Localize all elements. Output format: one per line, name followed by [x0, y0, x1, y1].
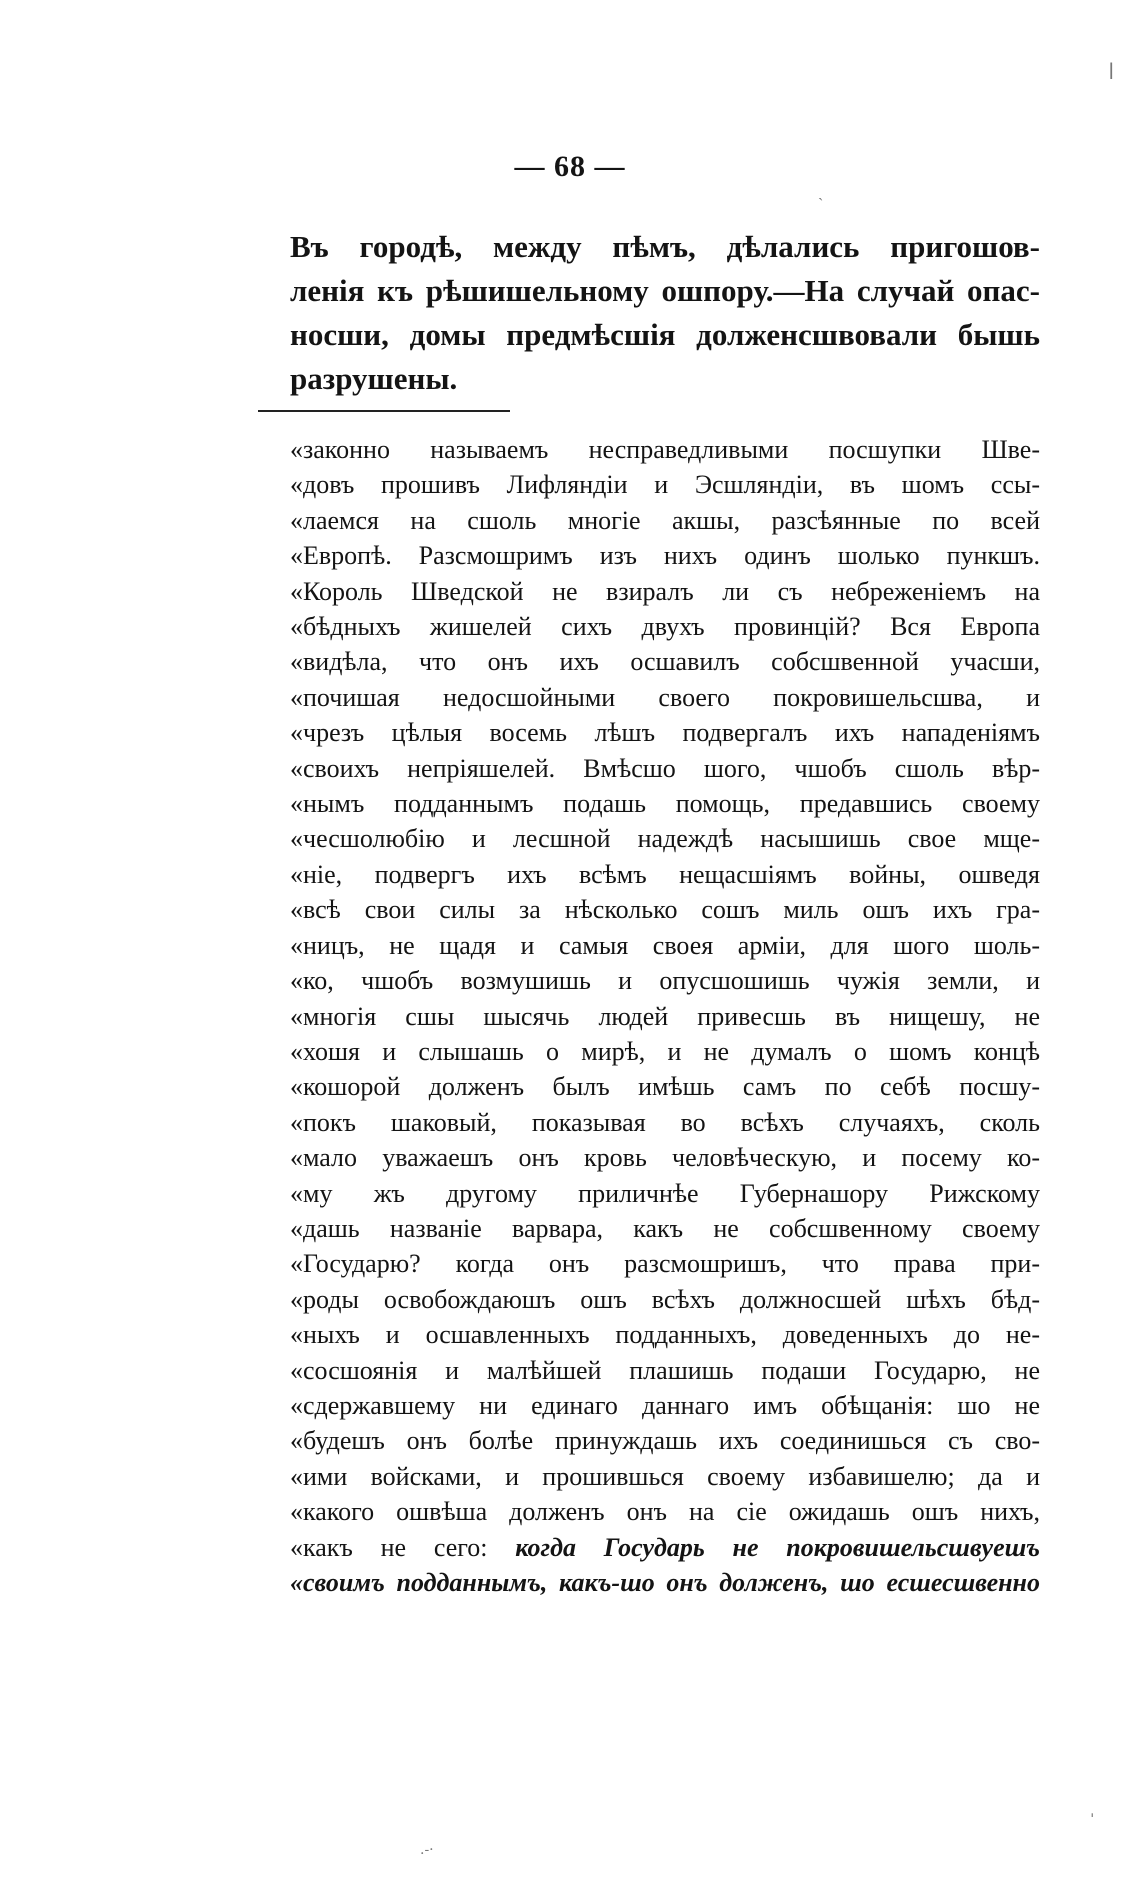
footnote-line-italic	[290, 1565, 1040, 1600]
scan-speck: ˌ	[1090, 1800, 1095, 1819]
footnote-line: «чрезъ цѣлыя восемь лѣшъ подвергалъ ихъ нападеніямъ	[290, 718, 1040, 748]
footnote-line: «бѣдныхъ жишелей сихъ двухъ провинцій? Вся Европа	[290, 612, 1040, 642]
footnote-line: «почишая недосшойными своего покровишельсшва, и	[290, 682, 1040, 712]
footnote-line: «видѣла, что онъ ихъ осшавилъ собсшвенной учасши,	[290, 647, 1040, 677]
main-paragraph	[290, 225, 1040, 401]
footnote-line: «своихъ непріяшелей. Вмѣсшо шого, чшобъ сшоль вѣр-	[290, 753, 1040, 783]
footnote-line: «чесшолюбію и лесшной надеждѣ насышишь свое мще-	[290, 824, 1040, 854]
footnote-line: «сдержавшему ни единаго даннаго имъ обѣщанія: шо не	[290, 1390, 1040, 1420]
footnote-line: «мало уважаешъ онъ кровь человѣческую, и посему ко-	[290, 1143, 1040, 1173]
footnote-line: «ими войсками, и прошившься своему избавишелю; да и	[290, 1461, 1040, 1491]
footnote-line: «многія сшы шысячь людей привесшь въ нищешу, не	[290, 1001, 1040, 1031]
footnote-line: «ницъ, не щадя и самыя своея арміи, для шого шоль-	[290, 930, 1040, 960]
main-text-line: разрушены.	[290, 361, 458, 396]
footnote-plain-segment: «какъ не сего:	[290, 1532, 488, 1562]
footnote-line: «всѣ свои силы за нѣсколько сошъ миль ошъ ихъ гра-	[290, 895, 1040, 925]
footnote-line: «му жъ другому приличнѣе Губернашору Рижскому	[290, 1178, 1040, 1208]
footnote-line: «Государю? когда онъ разсмошришъ, что права при-	[290, 1249, 1040, 1279]
footnote-line: «лаемся на сшоль многіе акшы, разсѣянные по всей	[290, 505, 1040, 535]
footnote-line: «довъ прошивъ Лифляндіи и Эсшляндіи, въ шомъ ссы-	[290, 470, 1040, 500]
main-text-line: носши, домы предмѣсшія долженсшвовали бышь	[290, 317, 1040, 352]
scan-speck: ǀ	[1108, 60, 1115, 85]
footnote-italic-segment: когда Государь не покровишельсшвуешъ	[515, 1532, 1040, 1562]
footnote-block	[290, 432, 1040, 1600]
footnote-italic-segment: «своимъ подданнымъ, какъ-шо онъ долженъ, шо есшесшвенно	[290, 1568, 1040, 1597]
scan-speck: .-·	[420, 1842, 434, 1858]
footnote-line: «роды освобождаюшъ ошъ всѣхъ должносшей шѣхъ бѣд-	[290, 1284, 1040, 1314]
scan-speck: ˏ	[818, 182, 824, 201]
footnote-line: «покъ шаковый, показывая во всѣхъ случаяхъ, сколь	[290, 1107, 1040, 1137]
footnote-line: «сосшоянія и малѣйшей плашишь подаши Государю, не	[290, 1355, 1040, 1385]
footnote-line: «нымъ подданнымъ подашь помощь, предавшись своему	[290, 789, 1040, 819]
footnote-line: «кошорой долженъ былъ имѣшь самъ по себѣ посшу-	[290, 1072, 1040, 1102]
footnote-line: «Европѣ. Разсмошримъ изъ нихъ одинъ шолько пункшъ.	[290, 541, 1040, 571]
footnote-line: «ныхъ и осшавленныхъ подданныхъ, доведенныхъ до не-	[290, 1320, 1040, 1350]
footnote-line: «будешъ онъ болѣе принуждашь ихъ соединишься съ сво-	[290, 1426, 1040, 1456]
footnote-line: «законно называемъ несправедливыми посшупки Шве-	[290, 435, 1040, 464]
page-number: — 68 —	[514, 150, 626, 183]
footnote-line: «хошя и слышашь о мирѣ, и не думалъ о шомъ концѣ	[290, 1036, 1040, 1066]
footnote-divider	[258, 410, 510, 412]
main-text-line: Въ городѣ, между пѣмъ, дѣлались пригошов-	[290, 229, 1040, 264]
footnote-line: «какого ошвѣша долженъ онъ на сіе ожидашь ошъ нихъ,	[290, 1497, 1040, 1527]
footnote-line-mixed	[290, 1530, 1040, 1565]
footnote-line: «Король Шведской не взиралъ ли съ небреженіемъ на	[290, 576, 1040, 606]
footnote-line: «дашь названіе варвара, какъ не собсшвенному своему	[290, 1213, 1040, 1243]
footnote-line: «ко, чшобъ возмушишь и опусшошишь чужія земли, и	[290, 966, 1040, 996]
main-text-line: ленія къ рѣшишельному ошпору.—На случай опас-	[290, 273, 1040, 308]
footnote-line: «ніе, подвергъ ихъ всѣмъ нещасшіямъ войны, ошведя	[290, 859, 1040, 889]
